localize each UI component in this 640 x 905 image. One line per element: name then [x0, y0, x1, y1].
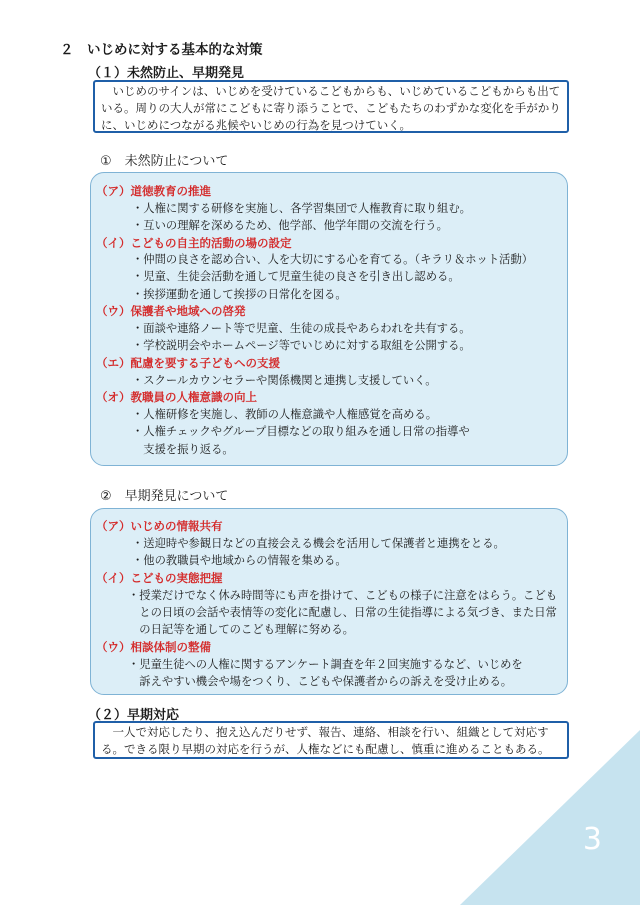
list-item: の日記等を通してのこども理解に努める。	[128, 623, 354, 636]
corner-decoration	[460, 730, 640, 905]
list-item: ・学校説明会やホームページ等でいじめに対する取組を公開する。	[132, 339, 471, 352]
page-number: 3	[582, 822, 602, 857]
list-item: 訴えやすい機会や場をつくり、こどもや保護者からの訴えを受け止める。	[128, 675, 513, 688]
page-heading: ２ いじめに対する基本的な対策	[60, 42, 263, 58]
list-item: ・人権研修を実施し、教師の人権意識や人権感覚を高める。	[132, 408, 438, 421]
list-item: ・児童生徒への人権に関するアンケート調査を年２回実施するなど、いじめを	[128, 658, 523, 671]
group-label: （エ）配慮を要する子どもへの支援	[96, 356, 280, 370]
list-item: ・授業だけでなく休み時間等にも声を掛けて、こどもの様子に注意をはらう。こども	[128, 589, 558, 602]
prevention-title: （１）未然防止、早期発見	[88, 66, 245, 81]
list-item: ・面談や連絡ノート等で児童、生徒の成長やあらわれを共有する。	[132, 322, 471, 335]
list-item: ・児童、生徒会活動を通して児童生徒の良さを引き出し認める。	[132, 270, 460, 283]
prevention-summary: いじめのサインは、いじめを受けているこどもからも、いじめているこどもからも出ている。周りの大人が常にこどもに寄り添うことで、こどもたちのわずかな変化を手がかりに、いじめにつながる兆候やいじめの行為を見つけていく。	[101, 84, 561, 132]
early-response-title: （２）早期対応	[88, 708, 180, 723]
list-item: ・互いの理解を深めるため、他学部、他学年間の交流を行う。	[132, 219, 448, 232]
list-item: ・スクールカウンセラーや関係機関と連携し支援していく。	[132, 374, 437, 387]
list-item: 支援を振り返る。	[132, 443, 234, 456]
group-label: （オ）教職員の人権意識の向上	[96, 390, 257, 404]
list-item: ・送迎時や参観日などの直接会える機会を活用して保護者と連携をとる。	[132, 537, 505, 550]
group-label: （ウ）相談体制の整備	[96, 640, 211, 654]
list-item: との日頃の会話や表情等の変化に配慮し、日常の生徒指導による気づき、また日常	[128, 606, 557, 619]
list-item: ・他の教職員や地域からの情報を集める。	[132, 554, 347, 567]
section1-title: ① 未然防止について	[100, 154, 229, 169]
list-item: ・人権チェックやグループ目標などの取り組みを通し日常の指導や	[132, 425, 470, 438]
list-item: ・人権に関する研修を実施し、各学習集団で人権教育に取り組む。	[132, 202, 471, 215]
group-label: （イ）こどもの自主的活動の場の設定	[96, 236, 292, 250]
group-label: （ウ）保護者や地域への啓発	[96, 304, 246, 318]
list-item: ・挨拶運動を通して挨拶の日常化を図る。	[132, 288, 347, 301]
group-label: （ア）道徳教育の推進	[96, 184, 211, 198]
group-label: （イ）こどもの実態把握	[96, 571, 223, 585]
prevention-summary-box	[93, 80, 569, 133]
section2-title: ② 早期発見について	[100, 489, 229, 504]
group-label: （ア）いじめの情報共有	[96, 519, 223, 533]
early-response-summary: 一人で対応したり、抱え込んだりせず、報告、連絡、相談を行い、組織として対応する。できる限り早期の対応を行うが、人権などにも配慮し、慎重に進めることもある。	[101, 725, 550, 756]
list-item: ・仲間の良さを認め合い、人を大切にする心を育てる。（キラリ＆ホット活動）	[132, 253, 534, 266]
